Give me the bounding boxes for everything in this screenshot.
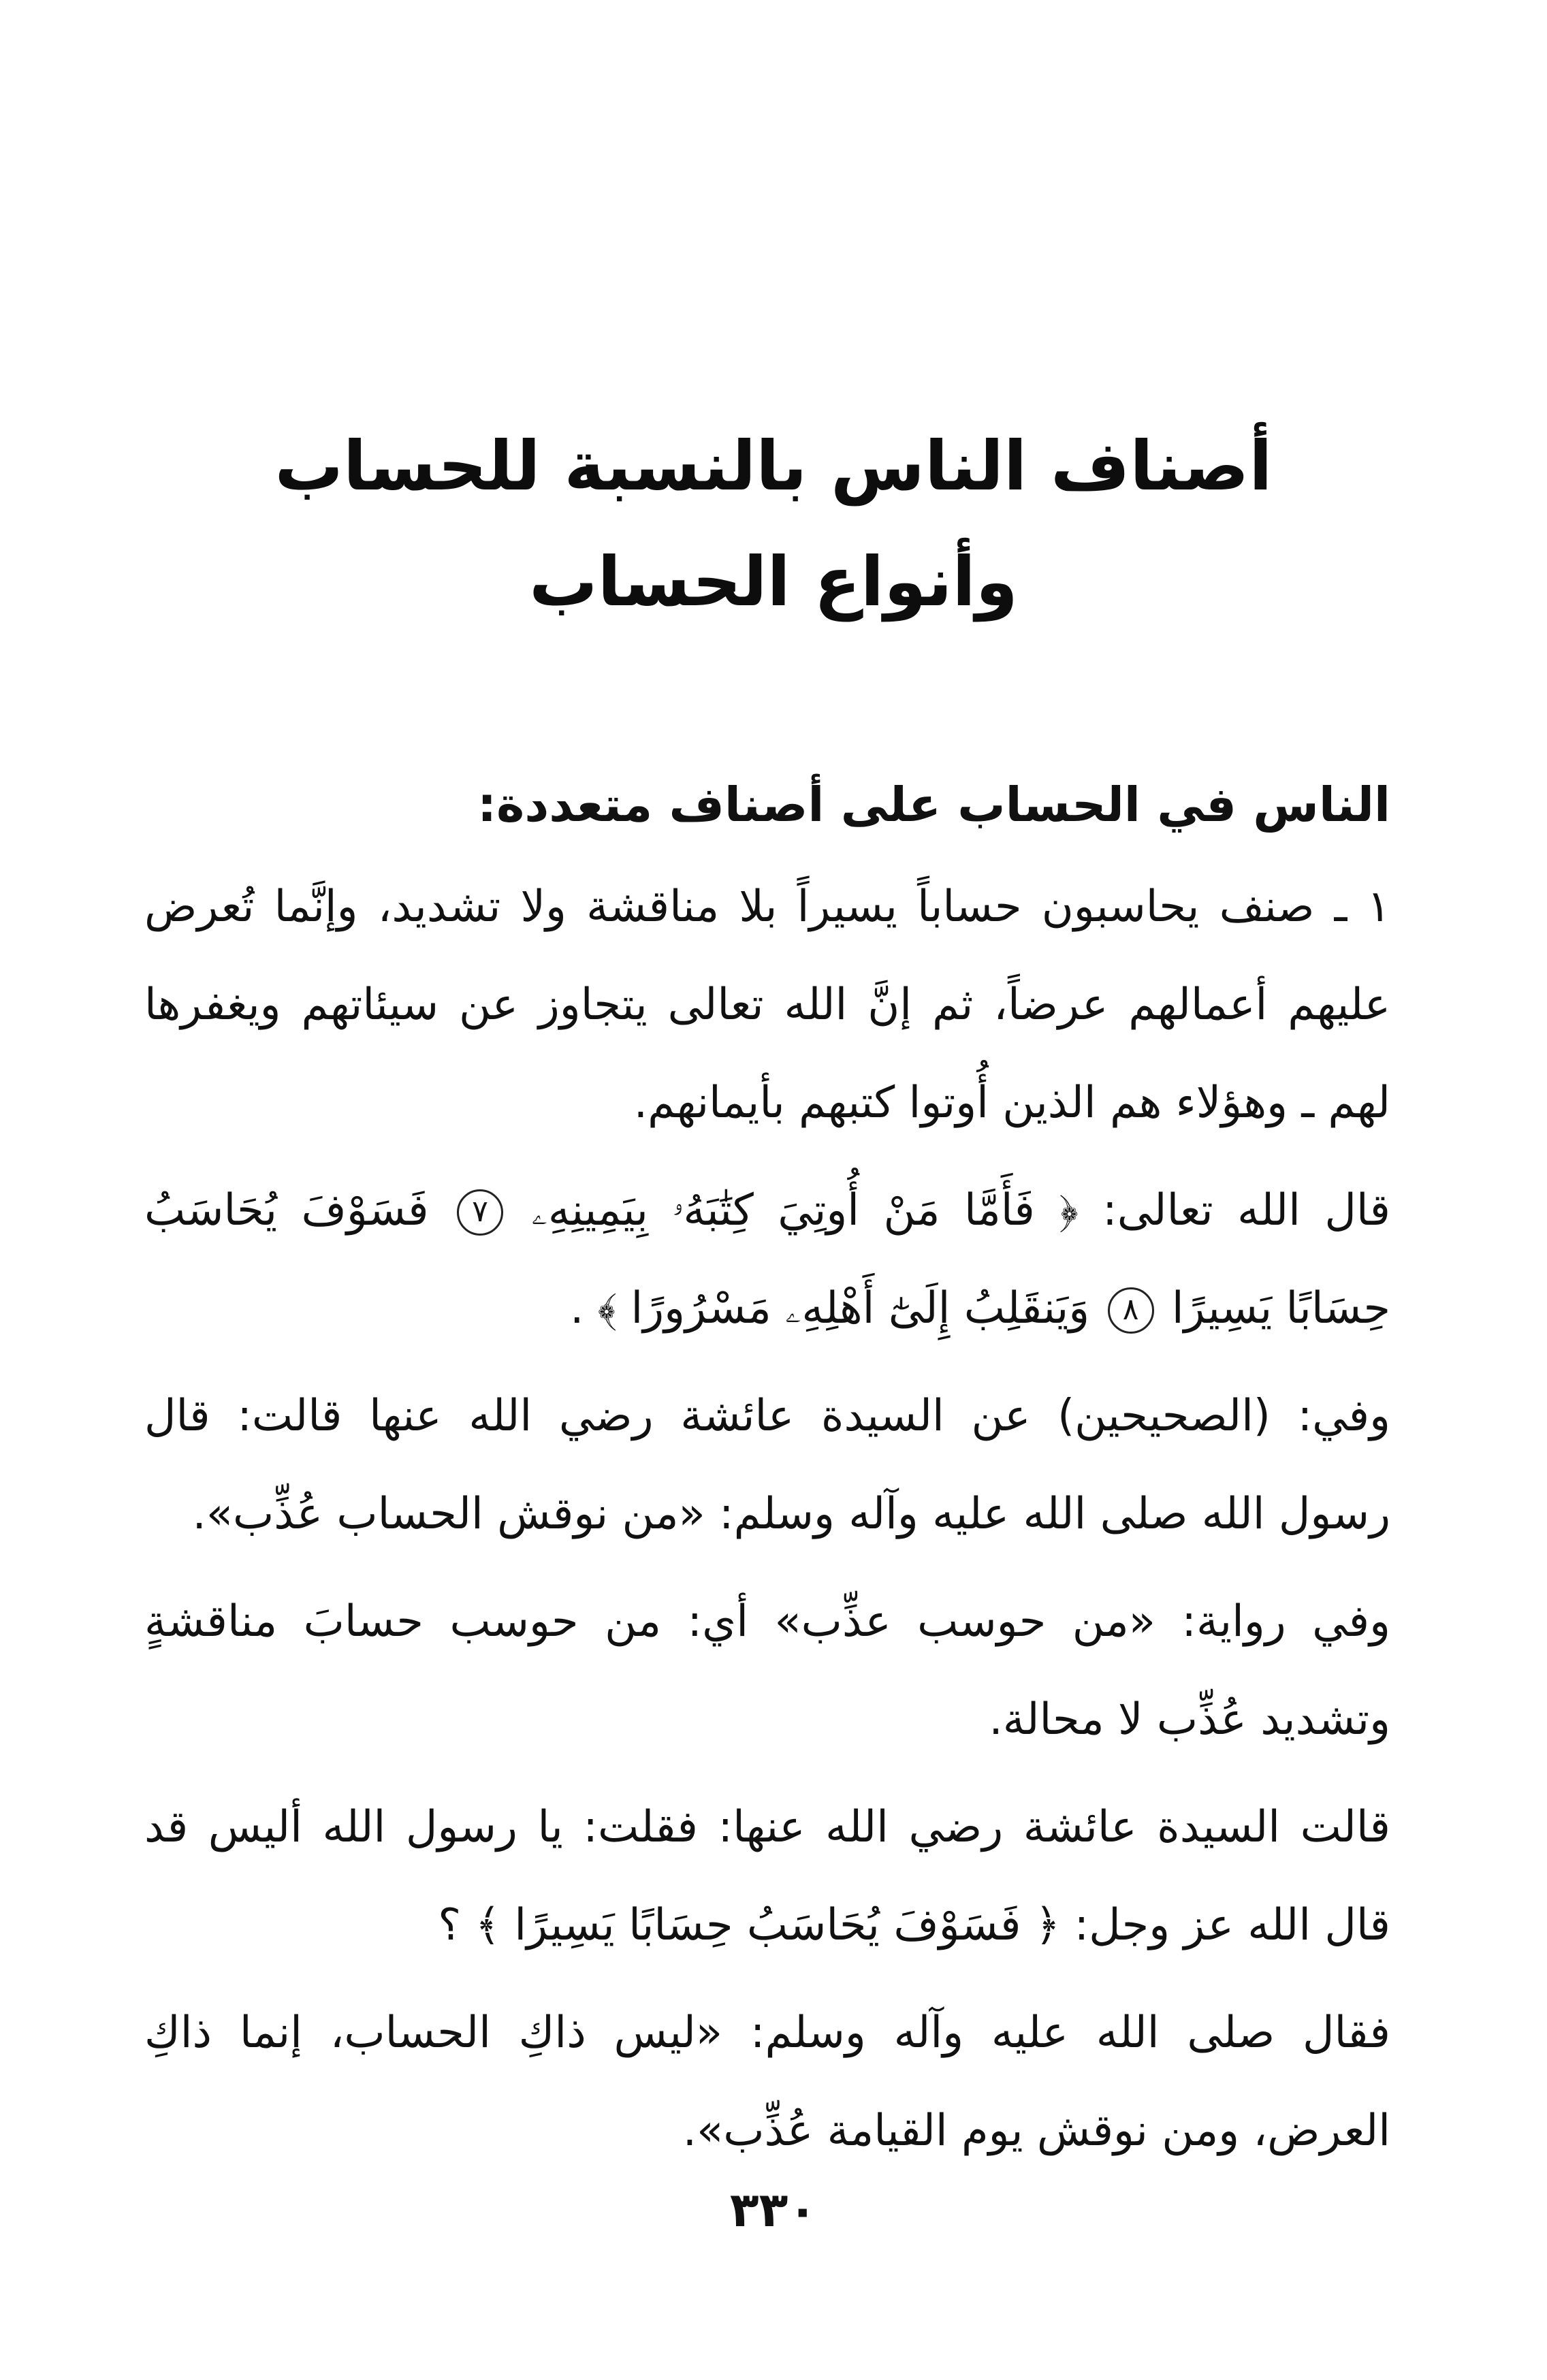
page-number: ٣٣٠ (729, 2182, 818, 2238)
paragraph-aisha-question (144, 1778, 1390, 1974)
verse-number-marker-7: ٧ (457, 1189, 503, 1236)
quote-end-punctuation: . (570, 1283, 584, 1334)
quran-verse-8-part-1: فَسَوْفَ يُحَاسَبُ حِسَابًا يَسِيرًا (144, 1185, 1390, 1334)
quran-verse-9: وَيَنقَلِبُ إِلَىٰٓ أَهْلِهِۦ مَسْرُورًا ﴾ (597, 1283, 1090, 1334)
paragraph-prophet-answer: فقال صلى الله عليه وآله وسلم: «ليس ذاكِ الحساب، إنما ذاكِ العرض، ومن نوقش يوم القيامة عُذِّب». (144, 2008, 1390, 2156)
paragraph-quran-quote (144, 1161, 1390, 1357)
aisha-question-text: قالت السيدة عائشة رضي الله عنها: فقلت: يا رسول الله أليس قد قال الله عز وجل: (144, 1802, 1390, 1950)
quote-lead-text: قال الله تعالى: (1102, 1185, 1390, 1236)
verse-number-marker-8: ٨ (1108, 1287, 1154, 1334)
question-mark: ؟ (438, 1900, 462, 1950)
quran-verse-quoted: ﴿ فَسَوْفَ يُحَاسَبُ حِسَابًا يَسِيرًا ﴾ (475, 1900, 1061, 1950)
chapter-title-line-2: وأنواع الحساب (529, 542, 1018, 622)
paragraph-category-one: ١ ـ صنف يحاسبون حساباً يسيراً بلا مناقشة ولا تشديد، وإنَّما تُعرض عليهم أعمالهم عرضاً، ثم إنَّ الله تعالى يتجاوز عن سيئاتهم ويغفرها لهم ـ وهؤلاء هم الذين أُوتوا كتبهم بأيمانهم. (144, 882, 1390, 1128)
chapter-title (0, 408, 1547, 640)
page-body (144, 756, 1390, 2189)
paragraph-hadith-sahihayn: وفي: (الصحيحين) عن السيدة عائشة رضي الله عنها قالت: قال رسول الله صلى الله عليه وآله وسلم: «من نوقش الحساب عُذِّب». (144, 1391, 1390, 1539)
paragraph-narration: وفي رواية: «من حوسب عذِّب» أي: من حوسب حسابَ مناقشةٍ وتشديد عُذِّب لا محالة. (144, 1596, 1390, 1745)
intro-heading: الناس في الحساب على أصناف متعددة: (477, 777, 1390, 833)
quran-verse-7: ﴿ فَأَمَّا مَنْ أُوتِيَ كِتَٰبَهُۥ بِيَمِينِهِۦ (531, 1185, 1079, 1236)
chapter-title-line-1: أصناف الناس بالنسبة للحساب (274, 426, 1273, 506)
